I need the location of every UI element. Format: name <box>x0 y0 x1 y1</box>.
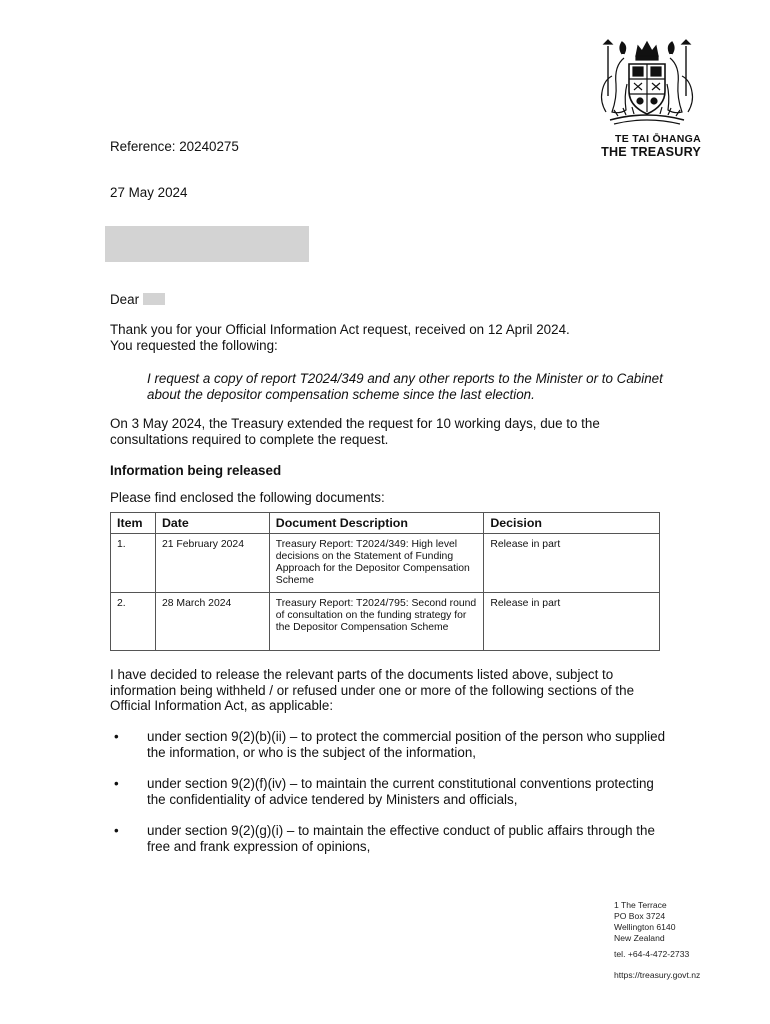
header-date: Date <box>155 513 269 534</box>
intro-paragraph <box>110 322 670 353</box>
request-quote: I request a copy of report T2024/349 and any other reports to the Minister or to Cabinet about the depositor compensation scheme since the last election. <box>147 371 663 402</box>
redacted-name <box>143 293 165 305</box>
cell-item: 2. <box>111 593 156 651</box>
bullet-text: under section 9(2)(f)(iv) – to maintain the current constitutional conventions protecting the confidentiality of advice tendered by Ministers and officials, <box>147 776 654 807</box>
treasury-brand <box>560 133 701 159</box>
documents-table <box>110 512 660 651</box>
brand-maori-name: TE TAI ŌHANGA <box>615 133 701 145</box>
extension-paragraph: On 3 May 2024, the Treasury extended the request for 10 working days, due to the consultations required to complete the request. <box>110 416 600 447</box>
brand-english-name: THE TREASURY <box>601 145 701 159</box>
intro-line-2: You requested the following: <box>110 337 278 353</box>
table-header-row <box>111 513 660 534</box>
cell-date: 28 March 2024 <box>155 593 269 651</box>
cell-decision: Release in part <box>484 593 660 651</box>
table-row <box>111 593 660 651</box>
cell-item: 1. <box>111 534 156 593</box>
enclosed-intro: Please find enclosed the following documents: <box>110 490 385 505</box>
intro-line-1: Thank you for your Official Information Act request, received on 12 April 2024. <box>110 322 570 337</box>
salutation-text: Dear <box>110 292 140 307</box>
footer-website[interactable]: https://treasury.govt.nz <box>614 970 701 980</box>
bullet-text: under section 9(2)(g)(i) – to maintain the effective conduct of public affairs through the free and frank expression of opinions, <box>147 823 655 854</box>
nz-coat-of-arms-icon <box>594 36 700 132</box>
salutation <box>110 292 165 308</box>
section-heading: Information being released <box>110 463 282 478</box>
header-description: Document Description <box>269 513 484 534</box>
header-item: Item <box>111 513 156 534</box>
footer-address-line: PO Box 3724 <box>614 911 666 921</box>
cell-description: Treasury Report: T2024/349: High level decisions on the Statement of Funding Approach for the Depositor Compensation Scheme <box>269 534 484 593</box>
decision-paragraph: I have decided to release the relevant parts of the documents listed above, subject to information being withheld / or refused under one or more of the following sections of the Official Information Act, as applicable: <box>110 667 635 714</box>
header-decision: Decision <box>484 513 660 534</box>
cell-decision: Release in part <box>484 534 660 593</box>
table-row <box>111 534 660 593</box>
cell-date: 21 February 2024 <box>155 534 269 593</box>
bullet-text: under section 9(2)(b)(ii) – to protect the commercial position of the person who supplied the information, or who is the subject of the information, <box>147 729 666 760</box>
footer-address-line: Wellington 6140 <box>614 922 676 932</box>
footer-address-line: 1 The Terrace <box>614 900 667 910</box>
reference-line: Reference: 20240275 <box>110 139 239 154</box>
footer-address <box>614 900 700 981</box>
footer-phone: tel. +64-4-472-2733 <box>614 949 690 959</box>
bullet-icon: • <box>114 823 119 838</box>
cell-description: Treasury Report: T2024/795: Second round of consultation on the funding strategy for the Depositor Compensation Scheme <box>269 593 484 651</box>
redacted-address-block <box>105 226 309 262</box>
letter-date: 27 May 2024 <box>110 185 188 200</box>
bullet-icon: • <box>114 729 119 744</box>
footer-address-line: New Zealand <box>614 933 665 943</box>
bullet-icon: • <box>114 776 119 791</box>
